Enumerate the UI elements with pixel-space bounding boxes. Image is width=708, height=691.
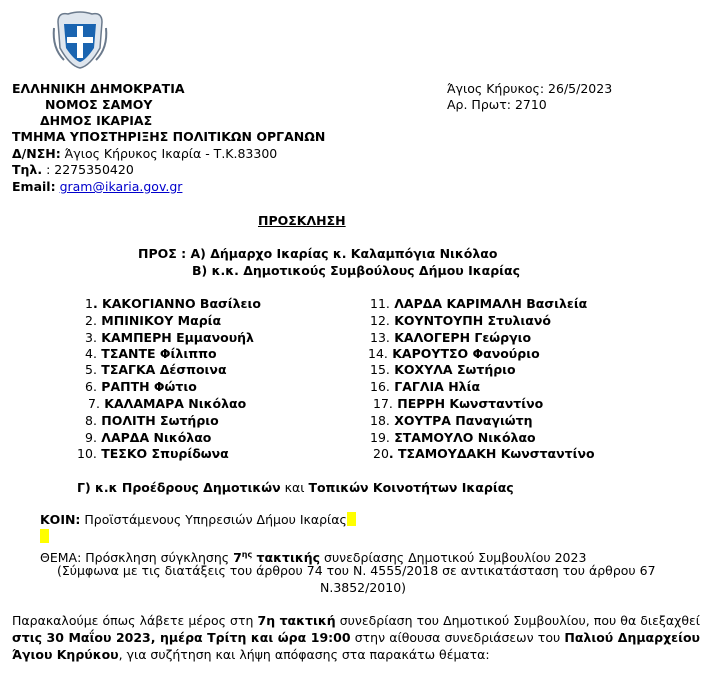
header-country: ΕΛΛΗΝΙΚΗ ΔΗΜΟΚΡΑΤΙΑ	[12, 81, 185, 96]
koin-line	[40, 512, 356, 528]
header-email	[12, 179, 182, 195]
subject-line: ΘΕΜΑ: Πρόσκληση σύγκλησης $7^{\eta\varsigma}$ τακτικής συνεδρίασης Δημοτικού Συμβουλίου 2023	[40, 550, 587, 566]
list-item: 4. ΤΣΑΝΤΕ Φίλιππο	[85, 346, 217, 361]
subject-legal-basis-cont: Ν.3852/2010)	[320, 580, 407, 595]
list-item: 9. ΛΑΡΔΑ Νικόλαο	[85, 430, 212, 445]
list-item: 19. ΣΤΑΜΟΥΛΟ Νικόλαο	[370, 430, 536, 445]
list-item: 2. ΜΠΙΝΙΚΟΥ Μαρία	[85, 313, 222, 328]
header-department: ΤΜΗΜΑ ΥΠΟΣΤΗΡΙΞΗΣ ΠΟΛΙΤΙΚΩΝ ΟΡΓΑΝΩΝ	[12, 129, 326, 144]
list-item: 8. ΠΟΛΙΤΗ Σωτήριο	[85, 413, 219, 428]
list-item: 3. ΚΑΜΠΕΡΗ Εμμανουήλ	[85, 330, 254, 345]
list-item: 18. ΧΟΥΤΡΑ Παναγιώτη	[370, 413, 533, 428]
phone-label: Τηλ.	[12, 162, 43, 177]
greek-emblem-icon	[50, 8, 110, 70]
list-item: 20. ΤΣΑΜΟΥΔΑΚΗ Κωνσταντίνο	[373, 446, 595, 461]
recipient-c: Γ) κ.κ Προέδρους Δημοτικών και Τοπικών Κοινοτήτων Ικαρίας	[77, 480, 514, 495]
koin-text: Προϊστάμενους Υπηρεσιών Δήμου Ικαρίας	[80, 512, 347, 527]
list-item: 15. ΚΟΧΥΛΑ Σωτήριο	[370, 362, 516, 377]
header-municipality: ΔΗΜΟΣ ΙΚΑΡΙΑΣ	[40, 113, 153, 128]
recipient-b: Β) κ.κ. Δημοτικούς Συμβούλους Δήμου Ικαρίας	[192, 263, 521, 278]
list-item: 12. ΚΟΥΝΤΟΥΠΗ Στυλιανό	[370, 313, 551, 328]
list-item: 7. ΚΑΛΑΜΑΡΑ Νικόλαο	[88, 396, 247, 411]
list-item: 6. ΡΑΠΤΗ Φώτιο	[85, 379, 197, 394]
header-phone	[12, 162, 134, 178]
subject-legal-basis: (Σύμφωνα με τις διατάξεις του άρθρου 74 του Ν. 4555/2018 σε αντικατάσταση του άρθρου 67	[57, 563, 656, 578]
document-title: ΠΡΟΣΚΛΗΣΗ	[258, 213, 346, 228]
list-item: 10. ΤΕΣΚΟ Σπυρίδωνα	[77, 446, 229, 461]
list-item: 17. ΠΕΡΡΗ Κωνσταντίνο	[373, 396, 544, 411]
address-label: Δ/ΝΣΗ:	[12, 146, 61, 161]
address-value: Άγιος Κήρυκος Ικαρία - Τ.Κ.83300	[60, 146, 278, 161]
body-paragraph: Παρακαλούμε όπως λάβετε μέρος στη 7η τακτική συνεδρίαση του Δημοτικού Συμβουλίου, που θα διεξαχθεί στις 30 Μαΐου 2023, ημέρα Τρίτη και ώρα 19:00 στην αίθουσα συνεδριάσεων του Παλιού Δημαρχείου Άγιου Κηρύκου, για συζήτηση και λήψη απόφασης στα παρακάτω θέματα:	[12, 613, 701, 662]
recipient-a-text: Δήμαρχο Ικαρίας κ. Καλαμπόγια Νικόλαο	[210, 246, 498, 261]
koin-label: ΚΟΙΝ:	[40, 512, 81, 527]
header-prefecture: ΝΟΜΟΣ ΣΑΜΟΥ	[45, 97, 153, 112]
protocol-number: Αρ. Πρωτ: 2710	[447, 97, 547, 112]
header-address	[12, 146, 277, 162]
phone-value: : 2275350420	[42, 162, 134, 177]
list-item: 16. ΓΑΓΛΙΑ Ηλία	[370, 379, 481, 394]
list-item: 13. ΚΑΛΟΓΕΡΗ Γεώργιο	[370, 330, 532, 345]
list-item: 11. ΛΑΡΔΑ ΚΑΡΙΜΑΛΗ Βασιλεία	[370, 296, 588, 311]
list-item: 14. ΚΑΡΟΥΤΣΟ Φανούριο	[368, 346, 540, 361]
list-item: 1. ΚΑΚΟΓΙΑΝΝΟ Βασίλειο	[85, 296, 261, 311]
recipient-a-prefix: ΠΡΟΣ : Α)	[138, 246, 211, 261]
recipient-a	[138, 246, 497, 262]
highlight-mark-line	[40, 529, 49, 545]
list-item: 5. ΤΣΑΓΚΑ Δέσποινα	[85, 362, 227, 377]
email-link[interactable]: gram@ikaria.gov.gr	[59, 179, 183, 194]
highlight-mark	[347, 512, 356, 526]
email-label: Email:	[12, 179, 56, 194]
document-date: Άγιος Κήρυκος: 26/5/2023	[447, 81, 613, 96]
